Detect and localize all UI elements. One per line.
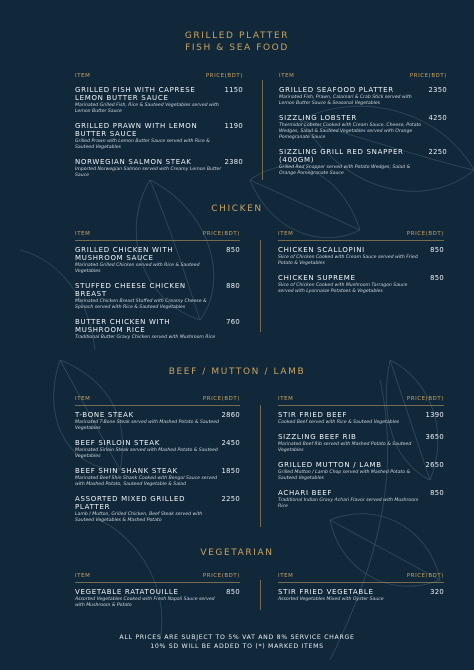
menu-item [278, 588, 444, 603]
menu-item [75, 246, 240, 275]
item-name: GRILLED CHICKEN WITH MUSHROOM SAUCE [75, 246, 174, 262]
menu-item [278, 246, 444, 267]
item-header: ITEM [75, 396, 91, 402]
grilled-right-column [279, 73, 447, 184]
item-header: ITEM [75, 573, 91, 579]
menu-item [75, 86, 243, 115]
item-price: 1390 [425, 411, 444, 419]
item-description: Marinated Fish, Prawn, Calamari & Crab Stick served with Lemon Butter Sauce & Seasonal Vegetables [279, 95, 412, 106]
section-title-chicken: CHICKEN [211, 204, 263, 214]
item-name: STUFFED CHEESE CHICKEN BREAST [75, 282, 186, 298]
menu-item [278, 274, 444, 295]
price-header: PRICE(BDT) [202, 396, 240, 402]
item-price: 2380 [224, 158, 243, 166]
column-divider [260, 580, 261, 610]
item-price: 2450 [221, 439, 240, 447]
column-divider [260, 405, 261, 527]
item-description: Cooked Beef served with Rice & Sauteed Vegetables [278, 420, 400, 425]
menu-item [75, 495, 240, 524]
item-description: Slice of Chicken Cooked with Mushroom Tarragon Sauce served with Lyonnaise Potatoes & Vegetables [278, 283, 408, 294]
item-description: Marinated Beef Shin Shank Cooked with Bengal Sauce served with Mashed Potato, Sauteed Vegetable & Salad [75, 476, 217, 487]
footer-note [0, 633, 474, 651]
vegetarian-right-column [278, 573, 444, 610]
item-description: Marinated T-Bone Steak served with Mashed Potato & Sauteed Vegetables [75, 420, 219, 431]
chicken-left-column [75, 231, 240, 348]
footer-line1: ALL PRICES ARE SUBJECT TO 5% VAT AND 8% SERVICE CHARGE [119, 634, 355, 641]
grilled-title-line2: FISH & SEA FOOD [185, 43, 289, 53]
item-price: 4250 [428, 114, 447, 122]
grilled-title-line1: GRILLED PLATTER [184, 31, 290, 41]
item-description: Grilled Prawn with Lemon Butter Sauce served with Rice & Sauteed Vegetables [75, 139, 210, 150]
item-price: 1150 [224, 86, 243, 94]
item-price: 2250 [221, 495, 240, 503]
footer-line2: 10% SD WILL BE ADDED TO (*) MARKED ITEMS [150, 643, 324, 650]
header-rule [278, 582, 444, 583]
item-price: 2650 [425, 461, 444, 469]
menu-item [278, 433, 444, 454]
header-rule [75, 240, 240, 241]
item-description: Grilled Red Snapper served with Potato Wedges, Salad & Orange Pomegranate Sauce [279, 165, 411, 176]
item-name: VEGETABLE RATATOUILLE [75, 588, 179, 596]
item-name: SIZZLING BEEF RIB [278, 433, 357, 441]
item-name: ASSORTED MIXED GRILLED PLATTER [75, 495, 186, 511]
column-divider [262, 80, 263, 180]
menu-item [75, 467, 240, 488]
header-rule [278, 405, 444, 406]
grilled-left-column [75, 73, 243, 186]
item-price: 1850 [221, 467, 240, 475]
beef-left-column [75, 396, 240, 531]
header-rule [75, 405, 240, 406]
item-description: Slice of Chicken Cooked with Cream Sauce served with Fried Potato & Vegetables [278, 255, 418, 266]
section-title-beef: BEEF / MUTTON / LAMB [168, 367, 306, 377]
item-header: ITEM [278, 396, 294, 402]
section-title-vegetarian: VEGETARIAN [200, 548, 274, 558]
menu-item [75, 411, 240, 432]
price-header: PRICE(BDT) [406, 396, 444, 402]
menu-item [75, 158, 243, 179]
item-name: GRILLED SEAFOOD PLATTER [279, 86, 394, 94]
price-header: PRICE(BDT) [202, 573, 240, 579]
item-header: ITEM [278, 231, 294, 237]
menu-item [75, 439, 240, 460]
item-name: GRILLED FISH WITH CAPRESE LEMON BUTTER SAUCE [75, 86, 196, 102]
item-description: Marinated Chicken Breast Stuffed with Creamy Cheese & Spinach served with Rice & Sauteed Vegetables [75, 299, 207, 310]
item-name: GRILLED PRAWN WITH LEMON BUTTER SAUCE [75, 122, 198, 138]
menu-item [278, 461, 444, 482]
price-header: PRICE(BDT) [205, 73, 243, 79]
price-header: PRICE(BDT) [406, 573, 444, 579]
item-description: Assorted Vegetables Cooked with Fresh Napoli Sauce served with Mushroom & Potato [75, 597, 215, 608]
item-name: SIZZLING GRILL RED SNAPPER (400GM) [279, 148, 404, 164]
item-description: Lamb / Mutton, Grilled Chicken, Beef Steak served with Sauteed Vegetables & Mashed Potato [75, 512, 203, 523]
vegetarian-left-column [75, 573, 240, 616]
menu-item [279, 114, 447, 141]
menu-item [278, 411, 444, 426]
item-description: Traditional Indian Gravy Achari Flavor served with Mushroom Rice [278, 498, 419, 509]
column-header [279, 73, 447, 79]
item-description: Thermidor Lobster Cooked with Cream Sauce, Cheese, Potato Wedges, Salad & Sauteed Vegetables served with Orange Pomegranate Sauce [279, 123, 422, 140]
item-header: ITEM [278, 573, 294, 579]
item-name: STIR FRIED BEEF [278, 411, 348, 419]
item-price: 3650 [425, 433, 444, 441]
section-title-grilled [0, 30, 474, 54]
item-description: Marinated Grilled Chicken served with Rice & Sauteed Vegetables [75, 263, 200, 274]
chicken-right-column [278, 231, 444, 302]
item-name: SIZZLING LOBSTER [279, 114, 357, 122]
item-price: 850 [430, 246, 444, 254]
column-header [75, 396, 240, 402]
item-name: T-BONE STEAK [75, 411, 134, 419]
item-price: 760 [226, 318, 240, 326]
item-price: 2350 [428, 86, 447, 94]
item-price: 2860 [221, 411, 240, 419]
menu-item [75, 282, 240, 311]
menu-item [278, 489, 444, 510]
item-price: 850 [226, 588, 240, 596]
column-header [75, 73, 243, 79]
item-name: GRILLED MUTTON / LAMB [278, 461, 382, 469]
price-header: PRICE(BDT) [409, 73, 447, 79]
header-rule [75, 582, 240, 583]
item-description: Marinated Beef Rib served with Mashed Potato & Sauteed Vegetables [278, 442, 412, 453]
item-header: ITEM [75, 73, 91, 79]
menu-item [279, 148, 447, 177]
item-price: 1190 [224, 122, 243, 130]
item-name: CHICKEN SUPREME [278, 274, 356, 282]
header-rule [278, 240, 444, 241]
beef-right-column [278, 396, 444, 517]
item-header: ITEM [279, 73, 295, 79]
item-price: 850 [226, 246, 240, 254]
item-description: Grilled Mutton / Lamb Chop served with Mashed Potato & Sauteed Vegetables [278, 470, 411, 481]
menu-item [75, 122, 243, 151]
item-description: Imported Norwegian Salmon served with Creamy Lemon Butter Sauce [75, 167, 222, 178]
menu-item [279, 86, 447, 107]
item-name: ACHARI BEEF [278, 489, 333, 497]
item-price: 880 [226, 282, 240, 290]
item-price: 850 [430, 489, 444, 497]
column-header [75, 573, 240, 579]
item-description: Marinated Sirloin Steak served with Mashed Potato & Sauteed Vegetables [75, 448, 218, 459]
item-price: 2250 [428, 148, 447, 156]
item-header: ITEM [75, 231, 91, 237]
item-name: CHICKEN SCALLOPINI [278, 246, 365, 254]
column-header [278, 573, 444, 579]
column-header [75, 231, 240, 237]
item-name: BUTTER CHICKEN WITH MUSHROOM RICE [75, 318, 171, 334]
column-header [278, 396, 444, 402]
item-description: Marinated Grilled Fish, Rice & Sauteed Vegetables served with Lemon Butter Sauce [75, 103, 219, 114]
item-name: STIR FRIED VEGETABLE [278, 588, 374, 596]
item-name: BEEF SIRLOIN STEAK [75, 439, 161, 447]
menu-item [75, 588, 240, 609]
item-price: 320 [430, 588, 444, 596]
item-name: NORWEGIAN SALMON STEAK [75, 158, 192, 166]
item-description: Traditional Butter Gravy Chicken served with Mushroom Rice [75, 335, 216, 340]
menu-item [75, 318, 240, 341]
item-description: Assorted Vegetables Mixed with Oyster Sauce [278, 597, 384, 602]
item-price: 850 [430, 274, 444, 282]
item-name: BEEF SHIN SHANK STEAK [75, 467, 178, 475]
price-header: PRICE(BDT) [406, 231, 444, 237]
price-header: PRICE(BDT) [202, 231, 240, 237]
column-header [278, 231, 444, 237]
column-divider [260, 240, 261, 332]
